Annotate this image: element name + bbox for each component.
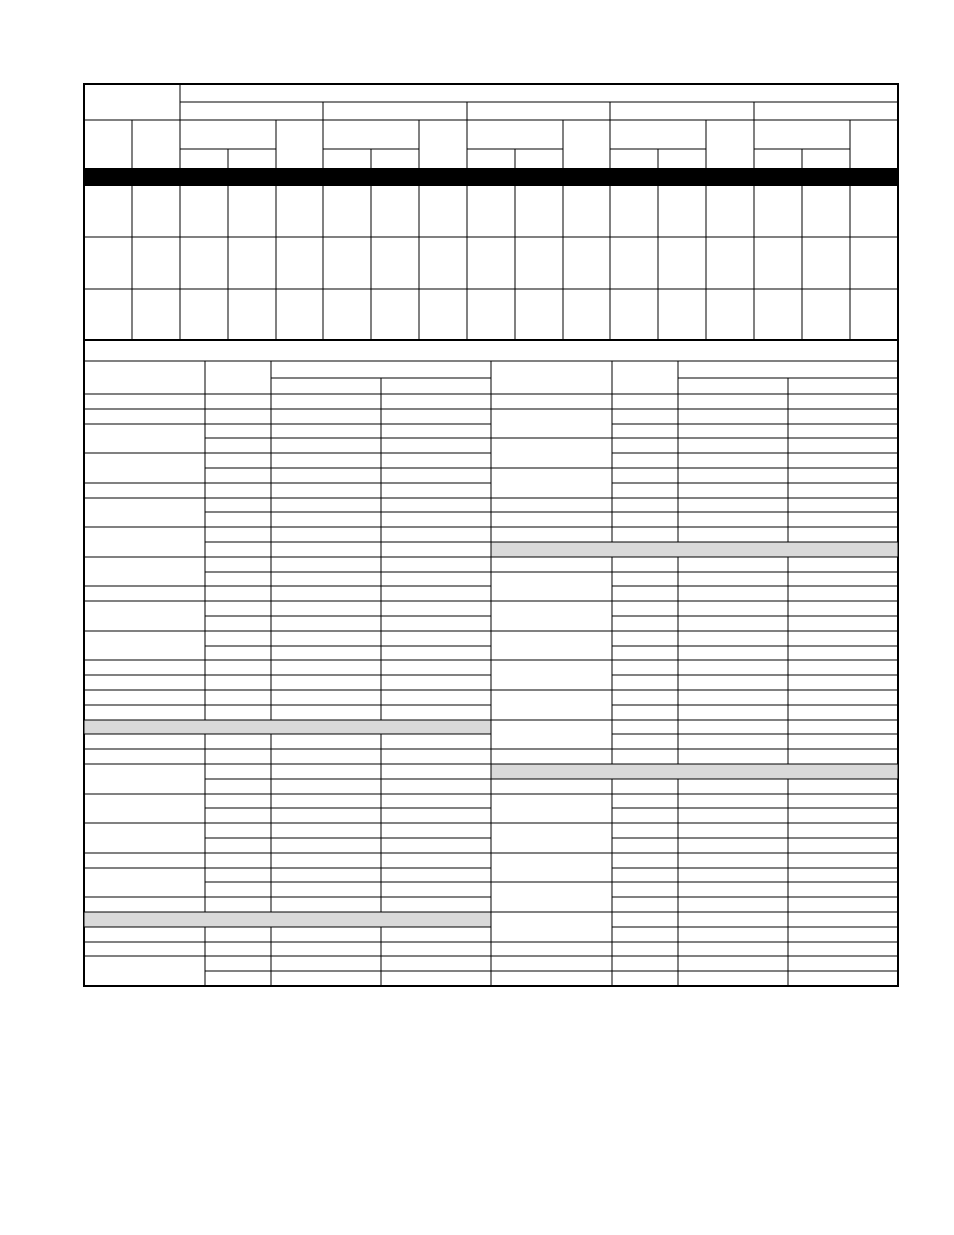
left-shaded-section-22 [84, 720, 491, 734]
black-band [84, 168, 898, 186]
right-shaded-section-10 [491, 542, 898, 557]
left-shaded-section-35 [84, 912, 491, 927]
right-shaded-section-25 [491, 764, 898, 779]
